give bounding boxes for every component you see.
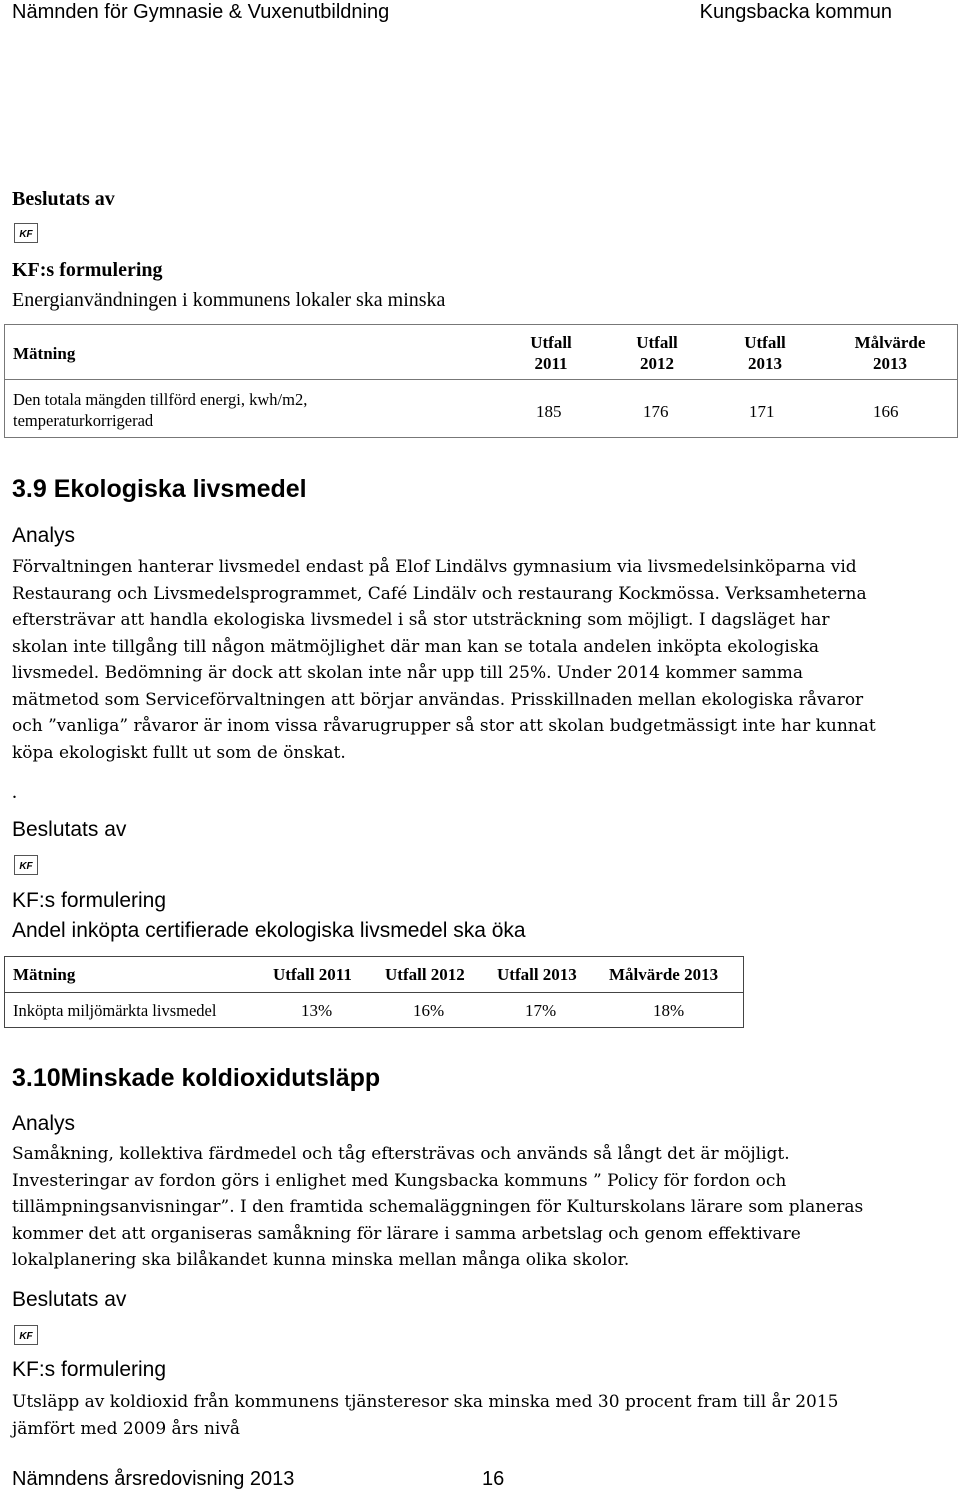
section-heading-koldioxid: 3.10Minskade koldioxidutsläpp (12, 1064, 381, 1092)
kf-formulering-label: KF:s formulering (12, 1358, 167, 1381)
table-divider (5, 379, 957, 380)
analys-label: Analys (12, 524, 76, 547)
table-header-utfall-2013: Utfall 2013 (497, 965, 577, 984)
stray-dot: . (12, 781, 17, 803)
header-left: Nämnden för Gymnasie & Vuxenutbildning (12, 1, 390, 23)
table-cell-2013: 171 (749, 402, 775, 421)
footer-text: Nämndens årsredovisning 2013 (12, 1468, 295, 1490)
header-right: Kungsbacka kommun (699, 1, 892, 23)
kf-formulering-text: Utsläpp av koldioxid från kommunens tjänsteresor ska minska med 30 procent fram till år 2015 jämfört med 2009 års nivå (12, 1392, 839, 1439)
table-cell-2011: 13% (301, 1001, 333, 1020)
measurement-table-energy (4, 324, 958, 438)
measurement-table-ekologiska (4, 956, 744, 1028)
table-header-malvarde-2013: Målvärde 2013 (609, 965, 719, 984)
kf-formulering-text: Energianvändningen i kommunens lokaler ska minska (12, 289, 446, 311)
svg-text:KF: KF (19, 861, 33, 872)
page-header (0, 0, 960, 26)
table-header-utfall-2011: Utfall 2011 (273, 965, 352, 984)
table-row-label: Den totala mängden tillförd energi, kwh/m2, temperaturkorrigerad (13, 390, 308, 430)
table-header-utfall-2013: Utfall 2013 (744, 333, 786, 373)
analys-text: Förvaltningen hanterar livsmedel endast på Elof Lindälvs gymnasium via livsmedelsinköparna vid Restaurang och Livsmedelsprogrammet, Café Lindälv och restaurang Kockmössa. Verksamheterna eftersträvar att handla ekologiska livsmedel i så stor utsträckning som möjligt. I dagsläget har skolan inte tillgång till någon mätmöjlighet där man kan se totala andelen inköpta ekologiska livsmedel. Bedömning är dock att skolan inte når upp till 25%. Under 2014 kommer samma mätmetod som Serviceförvaltningen att börjar användas. Prisskillnaden mellan ekologiska råvaror och ”vanliga” råvaror är inom vissa råvarugrupper så stor att skolan budgetmässigt inte har kunnat köpa ekologiskt fullt ut som de önskat. (12, 557, 876, 763)
table-header-utfall-2012: Utfall 2012 (385, 965, 465, 984)
beslutats-label: Beslutats av (12, 188, 115, 210)
table-cell-malvarde: 166 (873, 402, 899, 421)
kf-formulering-label: KF:s formulering (12, 889, 167, 912)
kf-formulering-text: Andel inköpta certifierade ekologiska livsmedel ska öka (12, 919, 526, 942)
table-row-label: Inköpta miljömärkta livsmedel (13, 1001, 217, 1020)
table-divider (5, 992, 743, 993)
beslutats-label: Beslutats av (12, 818, 127, 841)
section-heading-ekologiska: 3.9 Ekologiska livsmedel (12, 475, 307, 503)
beslutats-label: Beslutats av (12, 1288, 127, 1311)
svg-text:KF: KF (19, 229, 33, 240)
table-header-matning: Mätning (13, 344, 76, 363)
table-header-utfall-2012: Utfall 2012 (636, 333, 678, 373)
kf-icon (14, 223, 38, 243)
table-cell-2012: 176 (643, 402, 669, 421)
table-header-matning: Mätning (13, 965, 76, 984)
table-header-malvarde-2013: Målvärde 2013 (854, 333, 926, 373)
analys-label: Analys (12, 1112, 76, 1135)
page-footer (12, 1468, 505, 1491)
kf-formulering-label: KF:s formulering (12, 259, 163, 281)
table-cell-2011: 185 (536, 402, 562, 421)
table-cell-malvarde: 18% (653, 1001, 685, 1020)
analys-text: Samåkning, kollektiva färdmedel och tåg eftersträvas och används så långt det är möjligt. Investeringar av fordon görs i enlighet med Kungsbacka kommuns ” Policy för fordon och tillämpningsanvisningar”. I den framtida schemaläggningen för Kulturskolans lärare som planeras kommer det att organiseras samåkning för lärare i samma arbetslag och genom effektivare lokalplanering ska bilåkandet kunna minska mellan många olika skolor. (12, 1144, 864, 1270)
svg-text:KF: KF (19, 1331, 33, 1342)
table-cell-2013: 17% (525, 1001, 557, 1020)
page-number: 16 (482, 1468, 505, 1490)
kf-icon (14, 1325, 38, 1345)
kf-icon (14, 855, 38, 875)
table-cell-2012: 16% (413, 1001, 445, 1020)
table-header-utfall-2011: Utfall 2011 (530, 333, 572, 373)
